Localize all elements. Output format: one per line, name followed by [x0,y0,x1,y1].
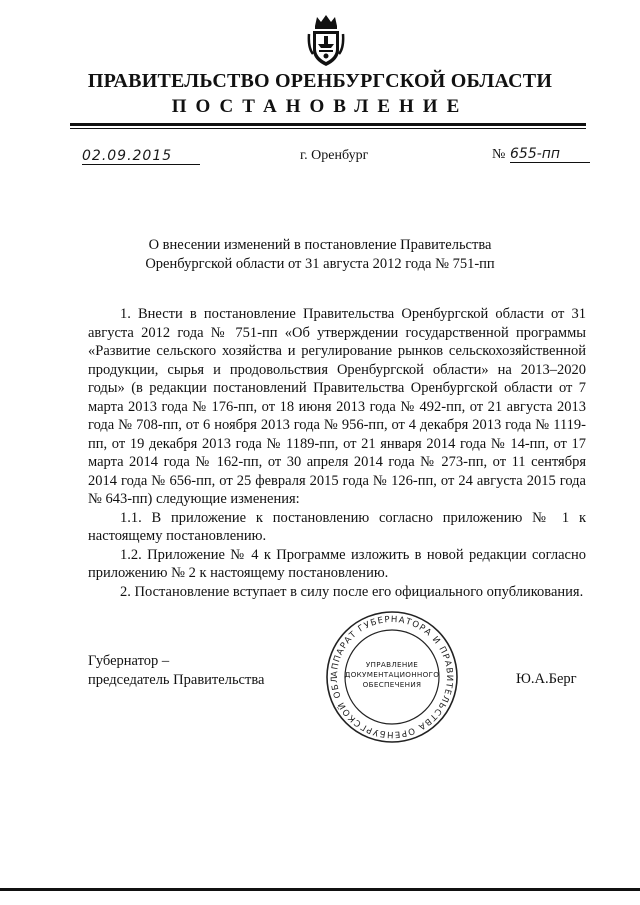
paragraph-1-2: 1.2. Приложение № 4 к Программе изложить в новой редакции согласно приложению № 2 к настоящему постановлению. [88,546,586,581]
official-stamp [325,610,459,744]
header-rule-thin [70,128,586,129]
paragraph-2: 2. Постановление вступает в силу после его официального опубликования. [120,583,584,600]
header-rule-thick [70,123,586,126]
document-number-label: № [492,147,506,162]
document-type-title: ПОСТАНОВЛЕНИЕ [171,96,469,117]
stamp-center-line-2: ДОКУМЕНТАЦИОННОГО [344,670,440,679]
document-date: 02.09.2015 [82,148,200,165]
stamp-center-text [342,660,442,690]
signatory-position [88,652,264,690]
position-line-1: Губернатор – [88,653,170,669]
orenburg-coat-of-arms-icon [307,12,345,68]
document-city: г. Оренбург [300,148,369,163]
stamp-ring-text: АППАРАТ ГУБЕРНАТОРА И ПРАВИТЕЛЬСТВА ОРЕНБУРГСКОЙ ОБЛ [329,614,455,740]
document-body [88,305,586,601]
signatory-name: Ю.А.Берг [516,671,577,687]
document-number: 655-пп [510,146,590,163]
government-title: ПРАВИТЕЛЬСТВО ОРЕНБУРГСКОЙ ОБЛАСТИ [87,70,553,92]
position-line-2: председатель Правительства [88,672,265,688]
paragraph-1-1: 1.1. В приложение к постановлению согласно приложению № 1 к настоящему постановлению. [88,509,586,544]
document-subject [120,236,520,274]
stamp-center-line-1: УПРАВЛЕНИЕ [365,660,419,669]
stamp-center-line-3: ОБЕСПЕЧЕНИЯ [362,680,422,689]
bottom-rule [0,888,640,891]
subject-line-1: О внесении изменений в постановление Правительства [148,237,492,253]
paragraph-1: 1. Внести в постановление Правительства Оренбургской области от 31 августа 2012 года № 751-пп «Об утверждении государственной программы «Развитие сельского хозяйства и регулирование рынков сельскохозяйственной продукции, сырья и продовольствия Оренбургской области» на 2013–2020 годы» (в редакции постановлений Правительства Оренбургской области от 7 марта 2013 года № 176-пп, от 18 июня 2013 года № 492-пп, от 21 августа 2013 года № 708-пп, от 6 ноября 2013 года № 956-пп, от 4 декабря 2013 года № 1119-пп, от 19 декабря 2013 года № 1189-пп, от 21 января 2014 года № 14-пп, от 17 марта 2014 года № 162-пп, от 30 апреля 2014 года № 273-пп, от 11 сентября 2014 года № 656-пп, от 25 февраля 2015 года № 126-пп, от 24 августа 2015 года № 643-пп) следующие изменения: [88,306,586,507]
subject-line-2: Оренбургской области от 31 августа 2012 года № 751-пп [145,256,495,272]
